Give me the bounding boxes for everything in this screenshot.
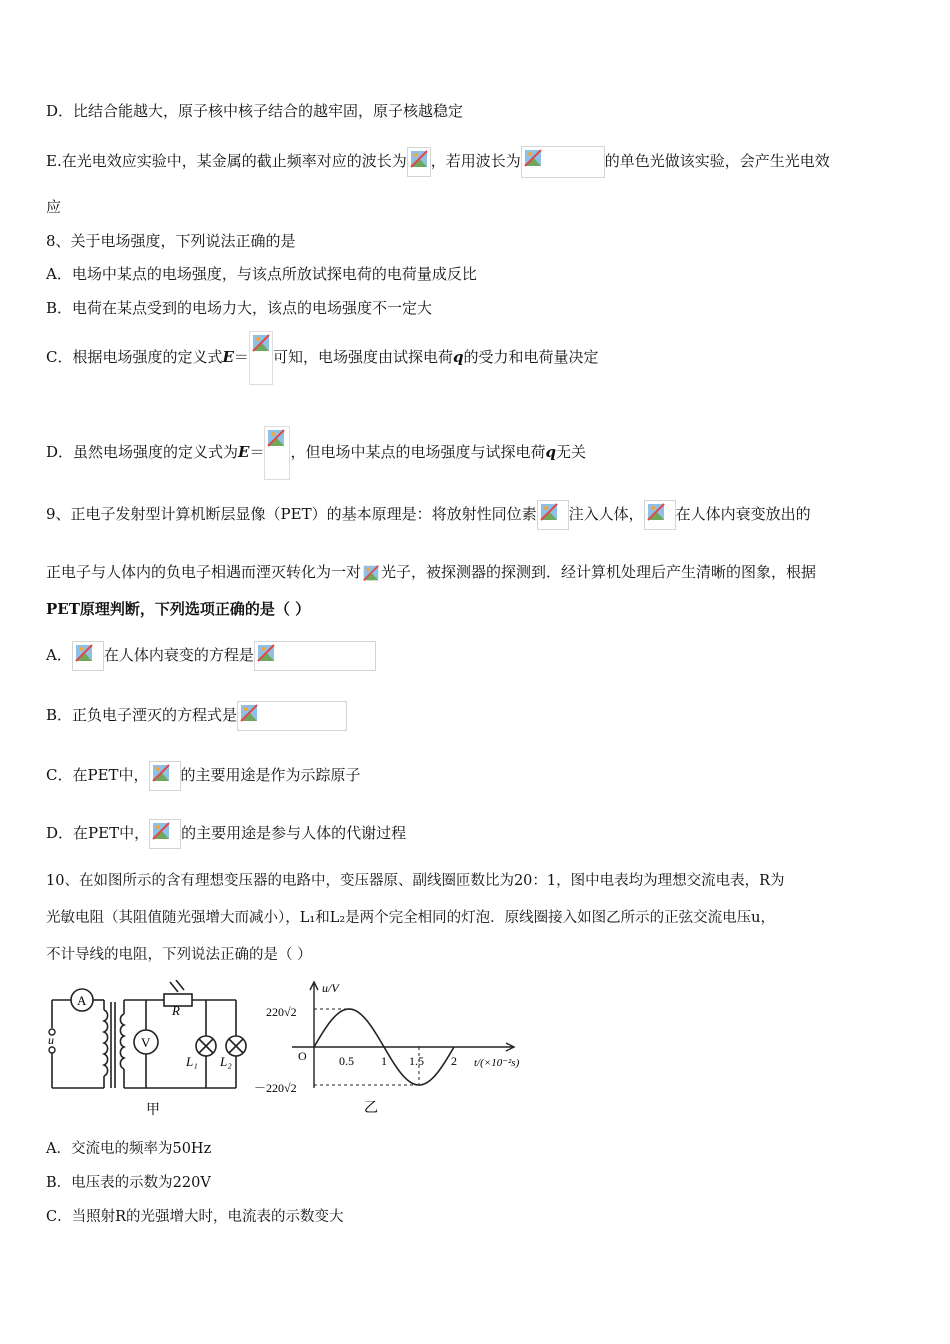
q9-option-b: B．正负电子湮灭的方程式是: [46, 690, 347, 724]
broken-image-icon: [521, 146, 605, 178]
broken-image-icon: [264, 426, 290, 480]
resistor-label: R: [172, 1003, 180, 1018]
trough-label: －220√2: [254, 1081, 297, 1095]
circuit-caption: 甲: [146, 1103, 160, 1118]
q10-stem-line-2: 光敏电阻（其阻值随光强增大而减小），L₁和L₂是两个完全相同的灯泡．原线圈接入如图乙所示的正弦交流电压u，: [46, 910, 775, 926]
broken-image-icon: [72, 641, 104, 671]
q9-option-d: D．在PET中， 的主要用途是参与人体的代谢过程: [46, 808, 406, 842]
broken-image-icon: [537, 500, 569, 530]
broken-image-icon: [644, 500, 676, 530]
broken-image-icon: [149, 819, 181, 849]
graph-caption: 乙: [364, 1101, 378, 1116]
q8-option-c: C．根据电场强度的定义式E＝ 可知，电场强度由试探电荷q的受力和电荷量决定: [46, 330, 598, 384]
ammeter-label: A: [77, 993, 87, 1008]
voltage-graph: [252, 978, 542, 1123]
broken-image-icon: [254, 641, 376, 671]
q10-option-b: B．电压表的示数为220V: [46, 1175, 211, 1191]
input-voltage-label: u: [48, 1033, 54, 1047]
q10-stem-line-1: 10、在如图所示的含有理想变压器的电路中，变压器原、副线圈匝数比为20：1，图中电表均为理想交流电表，R为: [46, 873, 785, 889]
broken-image-icon: [149, 761, 181, 791]
q10-option-c: C．当照射R的光强增大时，电流表的示数变大: [46, 1209, 344, 1225]
x-tick-label: 1.5: [409, 1054, 424, 1068]
broken-image-icon: [237, 701, 347, 731]
q8-stem: 8、关于电场强度，下列说法正确的是: [46, 232, 296, 250]
q7-option-d: D．比结合能越大，原子核中核子结合的越牢固，原子核越稳定: [46, 102, 464, 120]
origin-label: O: [298, 1049, 307, 1063]
y-axis-label: u/V: [322, 981, 339, 995]
q10-stem-line-3: 不计导线的电阻，下列说法正确的是（ ）: [46, 947, 312, 963]
q8-option-b: B．电荷在某点受到的电场力大，该点的电场强度不一定大: [46, 299, 433, 317]
q9-stem-line-1: 9、正电子发射型计算机断层显像（PET）的基本原理是：将放射性同位素 注入人体， 在人体内衰变放出的: [46, 498, 811, 530]
circuit-diagram: [44, 980, 254, 1120]
q9-stem-line-3: PET原理判断，下列选项正确的是（ ）: [46, 600, 311, 618]
x-tick-label: 0.5: [339, 1054, 354, 1068]
q9-option-c: C．在PET中， 的主要用途是作为示踪原子: [46, 750, 361, 784]
q7-option-e-continued: 应: [46, 198, 62, 216]
voltmeter-label: V: [141, 1035, 151, 1050]
x-tick-label: 2: [451, 1054, 457, 1068]
broken-image-icon: [361, 563, 381, 583]
broken-image-icon: [249, 331, 273, 385]
lamp-1-label: L₁: [186, 1054, 198, 1069]
q8-option-a: A．电场中某点的电场强度，与该点所放试探电荷的电荷量成反比: [46, 265, 477, 283]
lamp-2-label: L₂: [220, 1054, 232, 1069]
q7-option-e: E.在光电效应实验中，某金属的截止频率对应的波长为 ，若用波长为 的单色光做该实验，会产生光电效: [46, 146, 830, 178]
x-axis-label: t/(×10⁻²s): [474, 1057, 520, 1069]
peak-label: 220√2: [266, 1005, 297, 1019]
q9-stem-line-2: 正电子与人体内的负电子相遇而湮灭转化为一对 光子，被探测器的探测到．经计算机处理后产生清晰的图象，根据: [46, 563, 817, 581]
q9-option-a: A． 在人体内衰变的方程是: [46, 630, 376, 664]
x-tick-label: 1: [381, 1054, 387, 1068]
broken-image-icon: [407, 147, 431, 177]
q8-option-d: D．虽然电场强度的定义式为E＝ ，但电场中某点的电场强度与试探电荷q无关: [46, 412, 586, 468]
q10-option-a: A．交流电的频率为50Hz: [46, 1141, 212, 1157]
